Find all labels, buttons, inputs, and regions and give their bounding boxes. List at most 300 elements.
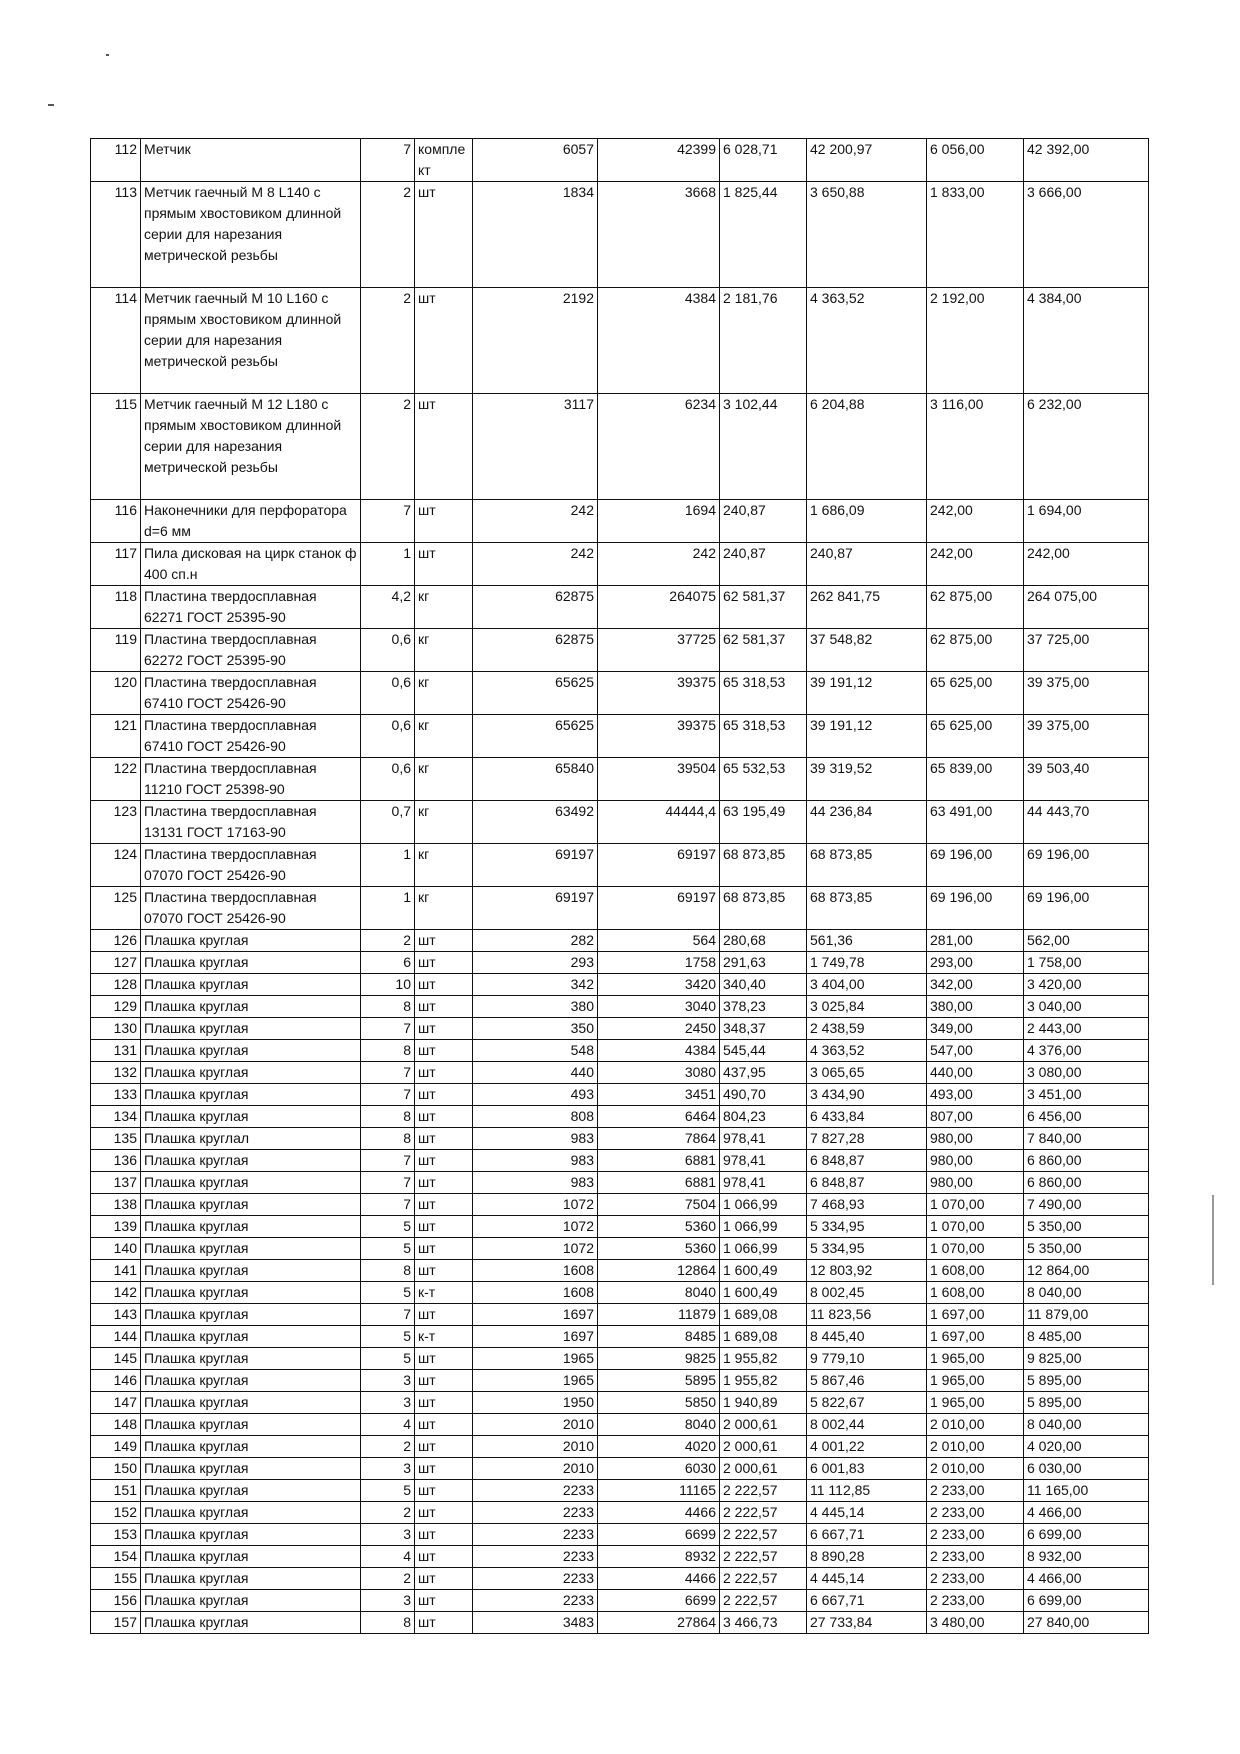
unit-cell: кг [415,844,473,887]
offer-sum-cell: 6 699,00 [1024,1590,1149,1612]
sum-ex-vat-cell: 3 404,00 [807,974,927,996]
quantity-cell: 7 [361,1018,415,1040]
sum-cell: 8040 [598,1414,720,1436]
offer-price-cell: 2 233,00 [927,1524,1024,1546]
item-name-cell: Метчик гаечный М 12 L180 с прямым хвостовиком длинной серии для нарезания метрической резьбы [141,394,361,500]
sum-ex-vat-cell: 6 667,71 [807,1524,927,1546]
offer-sum-cell: 6 699,00 [1024,1524,1149,1546]
unit-cell: шт [415,182,473,288]
offer-price-cell: 1 070,00 [927,1194,1024,1216]
price-cell: 1608 [473,1282,598,1304]
offer-sum-cell: 8 040,00 [1024,1282,1149,1304]
table-row [91,394,1149,500]
offer-sum-cell: 8 485,00 [1024,1326,1149,1348]
unit-cell: шт [415,930,473,952]
sum-ex-vat-cell: 8 890,28 [807,1546,927,1568]
price-cell: 493 [473,1084,598,1106]
unit-cell: шт [415,974,473,996]
offer-price-cell: 2 233,00 [927,1480,1024,1502]
sum-ex-vat-cell: 44 236,84 [807,801,927,844]
price-cell: 63492 [473,801,598,844]
sum-cell: 4466 [598,1568,720,1590]
unit-cell: шт [415,1546,473,1568]
offer-price-cell: 1 697,00 [927,1304,1024,1326]
quantity-cell: 4 [361,1414,415,1436]
table-row [91,1018,1149,1040]
quantity-cell: 7 [361,1172,415,1194]
offer-sum-cell: 5 350,00 [1024,1238,1149,1260]
sum-cell: 69197 [598,844,720,887]
table-row [91,1436,1149,1458]
price-ex-vat-cell: 68 873,85 [720,887,807,930]
item-name-cell: Пластина твердосплавная 67410 ГОСТ 25426-90 [141,715,361,758]
sum-ex-vat-cell: 3 065,65 [807,1062,927,1084]
offer-price-cell: 980,00 [927,1150,1024,1172]
offer-price-cell: 342,00 [927,974,1024,996]
unit-cell: шт [415,1084,473,1106]
sum-ex-vat-cell: 39 191,12 [807,715,927,758]
offer-sum-cell: 12 864,00 [1024,1260,1149,1282]
sum-cell: 242 [598,543,720,586]
price-cell: 69197 [473,844,598,887]
table-row [91,1282,1149,1304]
table-row [91,1084,1149,1106]
sum-ex-vat-cell: 6 001,83 [807,1458,927,1480]
price-ex-vat-cell: 437,95 [720,1062,807,1084]
row-number-cell: 150 [91,1458,141,1480]
price-cell: 808 [473,1106,598,1128]
item-name-cell: Плашка круглая [141,1018,361,1040]
item-name-cell: Плашка круглая [141,1084,361,1106]
price-ex-vat-cell: 1 955,82 [720,1370,807,1392]
sum-ex-vat-cell: 68 873,85 [807,844,927,887]
sum-cell: 11165 [598,1480,720,1502]
price-cell: 1965 [473,1370,598,1392]
row-number-cell: 141 [91,1260,141,1282]
row-number-cell: 140 [91,1238,141,1260]
row-number-cell: 124 [91,844,141,887]
sum-cell: 3040 [598,996,720,1018]
sum-cell: 264075 [598,586,720,629]
unit-cell: шт [415,1040,473,1062]
price-cell: 1072 [473,1194,598,1216]
offer-price-cell: 2 233,00 [927,1590,1024,1612]
row-number-cell: 145 [91,1348,141,1370]
price-cell: 65625 [473,672,598,715]
quantity-cell: 8 [361,1612,415,1634]
unit-cell: шт [415,1348,473,1370]
unit-cell: шт [415,288,473,394]
sum-ex-vat-cell: 42 200,97 [807,139,927,182]
price-cell: 242 [473,543,598,586]
items-table-container [90,138,1148,1634]
item-name-cell: Плашка круглая [141,1458,361,1480]
item-name-cell: Метчик гаечный М 8 L140 с прямым хвостовиком длинной серии для нарезания метрической резьбы [141,182,361,288]
table-row [91,930,1149,952]
offer-price-cell: 2 010,00 [927,1458,1024,1480]
offer-sum-cell: 6 232,00 [1024,394,1149,500]
price-ex-vat-cell: 65 532,53 [720,758,807,801]
unit-cell: шт [415,543,473,586]
quantity-cell: 4 [361,1546,415,1568]
row-number-cell: 155 [91,1568,141,1590]
price-ex-vat-cell: 1 066,99 [720,1194,807,1216]
item-name-cell: Плашка круглая [141,930,361,952]
item-name-cell: Плашка круглая [141,1348,361,1370]
sum-ex-vat-cell: 5 334,95 [807,1238,927,1260]
table-row [91,500,1149,543]
row-number-cell: 125 [91,887,141,930]
price-cell: 2233 [473,1546,598,1568]
unit-cell: шт [415,1590,473,1612]
sum-cell: 6699 [598,1590,720,1612]
scan-mark [106,54,109,56]
price-ex-vat-cell: 2 222,57 [720,1546,807,1568]
offer-sum-cell: 4 466,00 [1024,1568,1149,1590]
price-cell: 69197 [473,887,598,930]
items-table-body [91,139,1149,1634]
table-row [91,1150,1149,1172]
offer-sum-cell: 3 666,00 [1024,182,1149,288]
price-cell: 293 [473,952,598,974]
offer-sum-cell: 69 196,00 [1024,844,1149,887]
item-name-cell: Плашка круглая [141,1304,361,1326]
offer-price-cell: 2 192,00 [927,288,1024,394]
price-ex-vat-cell: 62 581,37 [720,629,807,672]
row-number-cell: 136 [91,1150,141,1172]
price-cell: 2010 [473,1436,598,1458]
price-ex-vat-cell: 1 600,49 [720,1282,807,1304]
table-row [91,288,1149,394]
sum-cell: 4020 [598,1436,720,1458]
sum-ex-vat-cell: 5 867,46 [807,1370,927,1392]
row-number-cell: 134 [91,1106,141,1128]
sum-cell: 69197 [598,887,720,930]
offer-sum-cell: 242,00 [1024,543,1149,586]
offer-sum-cell: 3 080,00 [1024,1062,1149,1084]
table-row [91,672,1149,715]
sum-ex-vat-cell: 6 667,71 [807,1590,927,1612]
item-name-cell: Плашка круглая [141,952,361,974]
quantity-cell: 8 [361,1106,415,1128]
unit-cell: к-т [415,1326,473,1348]
offer-price-cell: 493,00 [927,1084,1024,1106]
offer-price-cell: 980,00 [927,1128,1024,1150]
row-number-cell: 147 [91,1392,141,1414]
table-row [91,1194,1149,1216]
quantity-cell: 7 [361,1194,415,1216]
unit-cell: шт [415,1612,473,1634]
offer-price-cell: 1 697,00 [927,1326,1024,1348]
table-row [91,758,1149,801]
offer-price-cell: 2 233,00 [927,1502,1024,1524]
unit-cell: шт [415,1106,473,1128]
item-name-cell: Плашка круглая [141,974,361,996]
price-ex-vat-cell: 490,70 [720,1084,807,1106]
offer-price-cell: 1 965,00 [927,1370,1024,1392]
price-ex-vat-cell: 65 318,53 [720,715,807,758]
unit-cell: шт [415,1458,473,1480]
table-row [91,1062,1149,1084]
table-row [91,1128,1149,1150]
sum-ex-vat-cell: 68 873,85 [807,887,927,930]
row-number-cell: 116 [91,500,141,543]
offer-sum-cell: 2 443,00 [1024,1018,1149,1040]
quantity-cell: 10 [361,974,415,996]
item-name-cell: Плашка круглал [141,1128,361,1150]
price-ex-vat-cell: 62 581,37 [720,586,807,629]
table-row [91,1480,1149,1502]
sum-ex-vat-cell: 8 002,44 [807,1414,927,1436]
table-row [91,715,1149,758]
unit-cell: шт [415,952,473,974]
row-number-cell: 118 [91,586,141,629]
offer-price-cell: 1 965,00 [927,1392,1024,1414]
table-row [91,1216,1149,1238]
quantity-cell: 2 [361,930,415,952]
sum-ex-vat-cell: 9 779,10 [807,1348,927,1370]
price-cell: 3483 [473,1612,598,1634]
offer-price-cell: 65 625,00 [927,672,1024,715]
scan-mark [1212,1195,1214,1285]
row-number-cell: 149 [91,1436,141,1458]
unit-cell: шт [415,1480,473,1502]
item-name-cell: Пластина твердосплавная 07070 ГОСТ 25426-90 [141,844,361,887]
row-number-cell: 144 [91,1326,141,1348]
price-ex-vat-cell: 2 222,57 [720,1568,807,1590]
offer-sum-cell: 9 825,00 [1024,1348,1149,1370]
offer-price-cell: 547,00 [927,1040,1024,1062]
table-row [91,182,1149,288]
sum-cell: 3420 [598,974,720,996]
offer-sum-cell: 4 466,00 [1024,1502,1149,1524]
offer-price-cell: 3 480,00 [927,1612,1024,1634]
offer-price-cell: 65 625,00 [927,715,1024,758]
quantity-cell: 0,6 [361,672,415,715]
sum-cell: 27864 [598,1612,720,1634]
offer-price-cell: 1 608,00 [927,1260,1024,1282]
quantity-cell: 5 [361,1348,415,1370]
price-ex-vat-cell: 2 000,61 [720,1458,807,1480]
item-name-cell: Плашка круглая [141,1590,361,1612]
quantity-cell: 3 [361,1392,415,1414]
sum-cell: 4384 [598,1040,720,1062]
item-name-cell: Плашка круглая [141,1062,361,1084]
price-cell: 3117 [473,394,598,500]
unit-cell: шт [415,394,473,500]
price-ex-vat-cell: 68 873,85 [720,844,807,887]
price-ex-vat-cell: 2 222,57 [720,1524,807,1546]
quantity-cell: 3 [361,1590,415,1612]
price-cell: 2233 [473,1590,598,1612]
row-number-cell: 153 [91,1524,141,1546]
unit-cell: шт [415,1128,473,1150]
row-number-cell: 129 [91,996,141,1018]
sum-cell: 6881 [598,1172,720,1194]
sum-ex-vat-cell: 7 468,93 [807,1194,927,1216]
offer-sum-cell: 7 840,00 [1024,1128,1149,1150]
table-row [91,844,1149,887]
price-cell: 2233 [473,1568,598,1590]
offer-sum-cell: 6 860,00 [1024,1172,1149,1194]
offer-price-cell: 2 233,00 [927,1568,1024,1590]
table-row [91,1568,1149,1590]
price-ex-vat-cell: 2 000,61 [720,1436,807,1458]
price-ex-vat-cell: 340,40 [720,974,807,996]
offer-sum-cell: 7 490,00 [1024,1194,1149,1216]
offer-price-cell: 440,00 [927,1062,1024,1084]
price-cell: 983 [473,1150,598,1172]
unit-cell: шт [415,1018,473,1040]
price-ex-vat-cell: 1 940,89 [720,1392,807,1414]
sum-cell: 39375 [598,672,720,715]
unit-cell: шт [415,1370,473,1392]
table-row [91,543,1149,586]
table-row [91,1260,1149,1282]
price-cell: 983 [473,1128,598,1150]
row-number-cell: 132 [91,1062,141,1084]
sum-ex-vat-cell: 561,36 [807,930,927,952]
quantity-cell: 8 [361,1128,415,1150]
table-row [91,1458,1149,1480]
unit-cell: кг [415,801,473,844]
unit-cell: кг [415,758,473,801]
price-ex-vat-cell: 978,41 [720,1128,807,1150]
unit-cell: кг [415,887,473,930]
quantity-cell: 7 [361,1062,415,1084]
unit-cell: кг [415,715,473,758]
sum-ex-vat-cell: 12 803,92 [807,1260,927,1282]
offer-price-cell: 380,00 [927,996,1024,1018]
price-ex-vat-cell: 2 222,57 [720,1480,807,1502]
offer-sum-cell: 8 040,00 [1024,1414,1149,1436]
offer-price-cell: 349,00 [927,1018,1024,1040]
quantity-cell: 2 [361,182,415,288]
scan-mark [48,104,54,106]
quantity-cell: 2 [361,288,415,394]
unit-cell: шт [415,1414,473,1436]
sum-cell: 5850 [598,1392,720,1414]
sum-ex-vat-cell: 39 319,52 [807,758,927,801]
item-name-cell: Пластина твердосплавная 07070 ГОСТ 25426-90 [141,887,361,930]
sum-ex-vat-cell: 6 848,87 [807,1172,927,1194]
item-name-cell: Плашка круглая [141,1150,361,1172]
row-number-cell: 128 [91,974,141,996]
price-ex-vat-cell: 291,63 [720,952,807,974]
sum-ex-vat-cell: 7 827,28 [807,1128,927,1150]
quantity-cell: 7 [361,1084,415,1106]
table-row [91,1106,1149,1128]
sum-cell: 5360 [598,1238,720,1260]
price-ex-vat-cell: 1 689,08 [720,1304,807,1326]
sum-cell: 1694 [598,500,720,543]
price-ex-vat-cell: 545,44 [720,1040,807,1062]
offer-price-cell: 281,00 [927,930,1024,952]
offer-price-cell: 62 875,00 [927,586,1024,629]
unit-cell: кг [415,586,473,629]
item-name-cell: Плашка круглая [141,1260,361,1282]
sum-ex-vat-cell: 1 686,09 [807,500,927,543]
quantity-cell: 0,6 [361,715,415,758]
offer-sum-cell: 3 040,00 [1024,996,1149,1018]
item-name-cell: Пластина твердосплавная 62271 ГОСТ 25395-90 [141,586,361,629]
table-row [91,1304,1149,1326]
offer-sum-cell: 39 375,00 [1024,672,1149,715]
offer-price-cell: 980,00 [927,1172,1024,1194]
unit-cell: шт [415,1172,473,1194]
row-number-cell: 146 [91,1370,141,1392]
offer-sum-cell: 6 030,00 [1024,1458,1149,1480]
table-row [91,1546,1149,1568]
unit-cell: шт [415,1436,473,1458]
offer-sum-cell: 562,00 [1024,930,1149,952]
table-row [91,801,1149,844]
sum-ex-vat-cell: 5 822,67 [807,1392,927,1414]
table-row [91,1502,1149,1524]
unit-cell: шт [415,1062,473,1084]
sum-ex-vat-cell: 8 002,45 [807,1282,927,1304]
item-name-cell: Плашка круглая [141,1194,361,1216]
row-number-cell: 133 [91,1084,141,1106]
item-name-cell: Пластина твердосплавная 62272 ГОСТ 25395-90 [141,629,361,672]
quantity-cell: 2 [361,394,415,500]
price-cell: 342 [473,974,598,996]
offer-sum-cell: 3 420,00 [1024,974,1149,996]
quantity-cell: 0,7 [361,801,415,844]
price-ex-vat-cell: 2 222,57 [720,1502,807,1524]
item-name-cell: Плашка круглая [141,1546,361,1568]
offer-sum-cell: 5 350,00 [1024,1216,1149,1238]
price-cell: 2233 [473,1502,598,1524]
sum-cell: 2450 [598,1018,720,1040]
item-name-cell: Пластина твердосплавная 67410 ГОСТ 25426-90 [141,672,361,715]
row-number-cell: 126 [91,930,141,952]
price-cell: 65625 [473,715,598,758]
quantity-cell: 8 [361,996,415,1018]
unit-cell: компле кт [415,139,473,182]
item-name-cell: Плашка круглая [141,1480,361,1502]
price-ex-vat-cell: 240,87 [720,500,807,543]
unit-cell: шт [415,1524,473,1546]
sum-cell: 3451 [598,1084,720,1106]
offer-price-cell: 1 070,00 [927,1216,1024,1238]
price-ex-vat-cell: 2 181,76 [720,288,807,394]
quantity-cell: 1 [361,543,415,586]
row-number-cell: 157 [91,1612,141,1634]
price-cell: 350 [473,1018,598,1040]
offer-price-cell: 1 965,00 [927,1348,1024,1370]
row-number-cell: 117 [91,543,141,586]
item-name-cell: Плашка круглая [141,1238,361,1260]
table-row [91,1040,1149,1062]
item-name-cell: Плашка круглая [141,1282,361,1304]
sum-cell: 6464 [598,1106,720,1128]
price-cell: 6057 [473,139,598,182]
table-row [91,1612,1149,1634]
offer-sum-cell: 4 384,00 [1024,288,1149,394]
offer-price-cell: 69 196,00 [927,844,1024,887]
item-name-cell: Плашка круглая [141,1040,361,1062]
sum-ex-vat-cell: 11 112,85 [807,1480,927,1502]
quantity-cell: 4,2 [361,586,415,629]
table-row [91,1370,1149,1392]
unit-cell: шт [415,996,473,1018]
sum-ex-vat-cell: 4 445,14 [807,1502,927,1524]
sum-ex-vat-cell: 39 191,12 [807,672,927,715]
sum-ex-vat-cell: 4 363,52 [807,288,927,394]
offer-sum-cell: 11 879,00 [1024,1304,1149,1326]
quantity-cell: 8 [361,1040,415,1062]
